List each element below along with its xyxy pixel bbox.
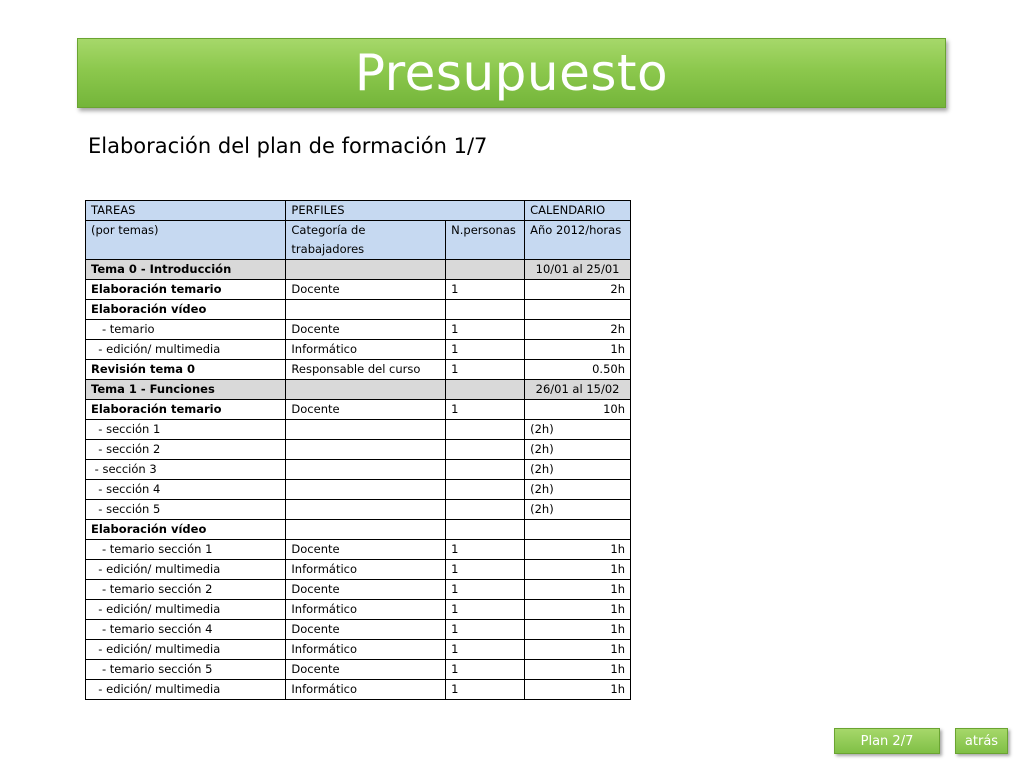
header-cell: N.personas (446, 221, 525, 260)
personas-cell: 1 (446, 360, 525, 380)
table-row (86, 680, 631, 700)
horas-cell: 10/01 al 25/01 (525, 260, 631, 280)
horas-cell: (2h) (525, 460, 631, 480)
personas-cell (446, 520, 525, 540)
categoria-cell (286, 480, 446, 500)
title-banner (77, 38, 946, 108)
tarea-cell: - temario sección 4 (86, 620, 286, 640)
horas-cell: 1h (525, 580, 631, 600)
categoria-cell: Informático (286, 640, 446, 660)
budget-table (85, 200, 631, 700)
table-row (86, 420, 631, 440)
categoria-cell (286, 420, 446, 440)
categoria-cell: Docente (286, 320, 446, 340)
personas-cell (446, 420, 525, 440)
categoria-cell (286, 520, 446, 540)
tarea-cell: - sección 3 (86, 460, 286, 480)
table-subheader-row (86, 221, 631, 260)
table-row (86, 460, 631, 480)
tarea-cell: - temario sección 1 (86, 540, 286, 560)
header-cell: PERFILES (286, 201, 525, 221)
categoria-cell: Docente (286, 660, 446, 680)
table-row (86, 340, 631, 360)
personas-cell (446, 300, 525, 320)
horas-cell: 1h (525, 640, 631, 660)
tarea-cell: - sección 1 (86, 420, 286, 440)
personas-cell (446, 380, 525, 400)
personas-cell: 1 (446, 340, 525, 360)
tarea-cell: Elaboración vídeo (86, 520, 286, 540)
table-row (86, 360, 631, 380)
table-row (86, 540, 631, 560)
header-cell: CALENDARIO (525, 201, 631, 221)
horas-cell: 1h (525, 540, 631, 560)
header-cell: TAREAS (86, 201, 286, 221)
tarea-cell: - sección 2 (86, 440, 286, 460)
header-cell: Año 2012/horas (525, 221, 631, 260)
tarea-cell: - temario sección 2 (86, 580, 286, 600)
horas-cell: 26/01 al 15/02 (525, 380, 631, 400)
horas-cell: 2h (525, 280, 631, 300)
horas-cell: 1h (525, 600, 631, 620)
tarea-cell: - edición/ multimedia (86, 560, 286, 580)
page-subtitle: Elaboración del plan de formación 1/7 (88, 134, 488, 158)
tarea-cell: - temario (86, 320, 286, 340)
categoria-cell: Informático (286, 600, 446, 620)
table-row (86, 300, 631, 320)
categoria-cell: Informático (286, 560, 446, 580)
table-row (86, 440, 631, 460)
horas-cell (525, 300, 631, 320)
categoria-cell (286, 500, 446, 520)
categoria-cell: Informático (286, 680, 446, 700)
tarea-cell: Tema 1 - Funciones (86, 380, 286, 400)
personas-cell: 1 (446, 640, 525, 660)
categoria-cell: Docente (286, 580, 446, 600)
table-row (86, 520, 631, 540)
personas-cell: 1 (446, 400, 525, 420)
table-row (86, 500, 631, 520)
table-row (86, 320, 631, 340)
table-row (86, 660, 631, 680)
tarea-cell: - edición/ multimedia (86, 600, 286, 620)
horas-cell: (2h) (525, 480, 631, 500)
horas-cell: 1h (525, 560, 631, 580)
table-row (86, 640, 631, 660)
categoria-cell (286, 260, 446, 280)
categoria-cell (286, 440, 446, 460)
personas-cell: 1 (446, 660, 525, 680)
horas-cell: (2h) (525, 500, 631, 520)
horas-cell: 10h (525, 400, 631, 420)
personas-cell: 1 (446, 320, 525, 340)
personas-cell (446, 440, 525, 460)
horas-cell: 1h (525, 620, 631, 640)
categoria-cell (286, 460, 446, 480)
categoria-cell (286, 300, 446, 320)
tarea-cell: - edición/ multimedia (86, 340, 286, 360)
table-row (86, 600, 631, 620)
horas-cell: 1h (525, 680, 631, 700)
topic-row (86, 260, 631, 280)
personas-cell (446, 480, 525, 500)
horas-cell: 2h (525, 320, 631, 340)
personas-cell (446, 460, 525, 480)
table-header-row (86, 201, 631, 221)
personas-cell: 1 (446, 560, 525, 580)
table-row (86, 620, 631, 640)
personas-cell: 1 (446, 620, 525, 640)
personas-cell (446, 500, 525, 520)
tarea-cell: Tema 0 - Introducción (86, 260, 286, 280)
categoria-cell (286, 380, 446, 400)
table-row (86, 560, 631, 580)
personas-cell: 1 (446, 600, 525, 620)
tarea-cell: - edición/ multimedia (86, 680, 286, 700)
horas-cell: 1h (525, 340, 631, 360)
horas-cell (525, 520, 631, 540)
horas-cell: 1h (525, 660, 631, 680)
horas-cell: (2h) (525, 440, 631, 460)
tarea-cell: Revisión tema 0 (86, 360, 286, 380)
personas-cell: 1 (446, 680, 525, 700)
personas-cell: 1 (446, 280, 525, 300)
page-title: Presupuesto (354, 44, 669, 102)
tarea-cell: - sección 5 (86, 500, 286, 520)
tarea-cell: - temario sección 5 (86, 660, 286, 680)
back-button[interactable]: atrás (955, 728, 1008, 754)
table-row (86, 280, 631, 300)
personas-cell (446, 260, 525, 280)
horas-cell: 0.50h (525, 360, 631, 380)
table-row (86, 400, 631, 420)
tarea-cell: Elaboración vídeo (86, 300, 286, 320)
categoria-cell: Responsable del curso (286, 360, 446, 380)
categoria-cell: Docente (286, 280, 446, 300)
tarea-cell: - edición/ multimedia (86, 640, 286, 660)
categoria-cell: Informático (286, 340, 446, 360)
header-cell: Categoría de trabajadores (286, 221, 446, 260)
tarea-cell: Elaboración temario (86, 400, 286, 420)
personas-cell: 1 (446, 580, 525, 600)
categoria-cell: Docente (286, 540, 446, 560)
header-cell: (por temas) (86, 221, 286, 260)
horas-cell: (2h) (525, 420, 631, 440)
categoria-cell: Docente (286, 400, 446, 420)
tarea-cell: - sección 4 (86, 480, 286, 500)
personas-cell: 1 (446, 540, 525, 560)
tarea-cell: Elaboración temario (86, 280, 286, 300)
table-row (86, 580, 631, 600)
categoria-cell: Docente (286, 620, 446, 640)
plan-next-button[interactable]: Plan 2/7 (834, 728, 940, 754)
topic-row (86, 380, 631, 400)
table-row (86, 480, 631, 500)
